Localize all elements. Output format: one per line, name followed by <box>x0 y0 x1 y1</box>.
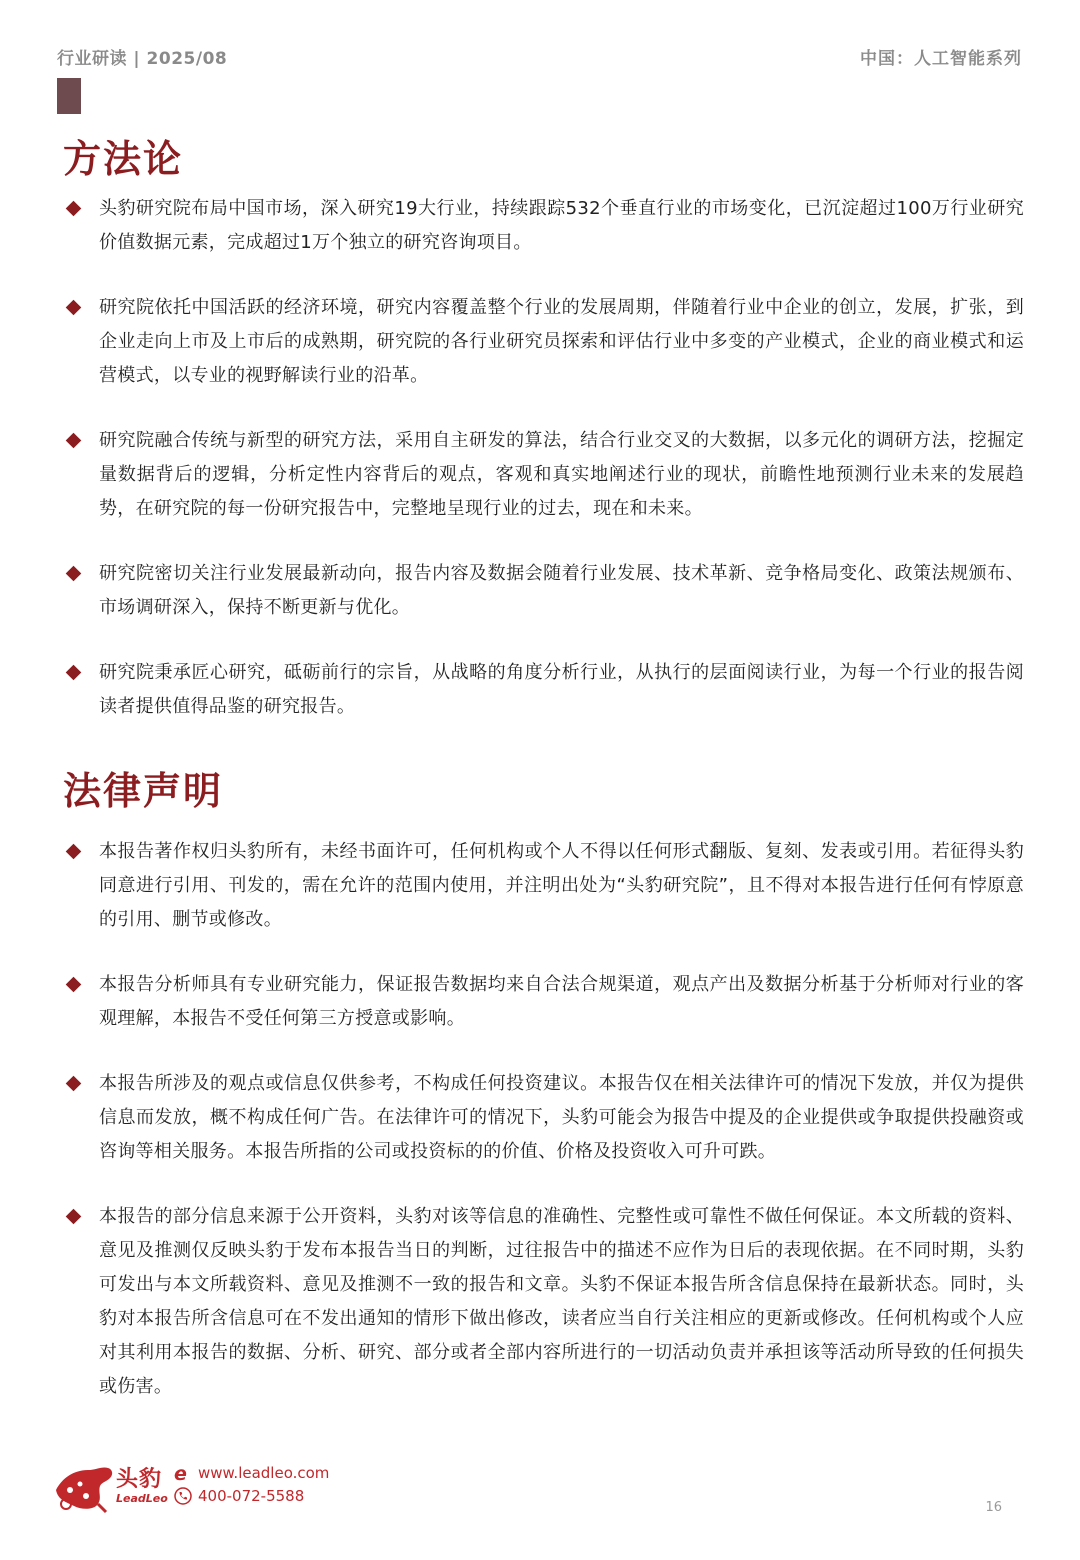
list-item <box>66 1200 1024 1404</box>
legal-title: 法律声明 <box>63 769 224 813</box>
web-icon <box>173 1463 193 1483</box>
diamond-bullet-icon <box>66 433 82 449</box>
methodology-list-5 <box>66 656 1024 724</box>
diamond-bullet-icon <box>66 844 82 860</box>
list-item <box>66 557 1024 625</box>
accent-block <box>57 78 81 114</box>
list-item-text: 本报告分析师具有专业研究能力，保证报告数据均来自合法合规渠道，观点产出及数据分析基于分析师对行业的客观理解，本报告不受任何第三方授意或影响。 <box>99 974 1024 1029</box>
diamond-bullet-icon <box>66 201 82 217</box>
footer-phone-number: 400-072-5588 <box>198 1487 305 1505</box>
logo-english-name: LeadLeo <box>116 1492 168 1505</box>
methodology-title: 方法论 <box>63 137 184 181</box>
list-item-text: 本报告所涉及的观点或信息仅供参考，不构成任何投资建议。本报告仅在相关法律许可的情况下发放，并仅为提供信息而发放，概不构成任何广告。在法律许可的情况下，头豹可能会为报告中提及的企业提供或争取提供投融资或咨询等相关服务。本报告所指的公司或投资标的的价值、价格及投资收入可升可跌。 <box>99 1073 1024 1162</box>
page-number: 16 <box>985 1500 1002 1515</box>
list-item-text: 头豹研究院布局中国市场，深入研究19大行业，持续跟踪532个垂直行业的市场变化，已沉淀超过100万行业研究价值数据元素，完成超过1万个独立的研究咨询项目。 <box>99 198 1024 253</box>
header-series-date: 行业研读 | 2025/08 <box>57 49 228 69</box>
footer-website-link[interactable]: www.leadleo.com <box>198 1464 330 1482</box>
list-item-text: 研究院依托中国活跃的经济环境，研究内容覆盖整个行业的发展周期，伴随着行业中企业的创立，发展，扩张，到企业走向上市及上市后的成熟期，研究院的各行业研究员探索和评估行业中多变的产业模式，企业的商业模式和运营模式，以专业的视野解读行业的沿革。 <box>99 297 1024 386</box>
list-item <box>66 835 1024 937</box>
methodology-list-4 <box>66 557 1024 625</box>
list-item <box>66 291 1024 393</box>
legal-list-3 <box>66 1067 1024 1169</box>
header-report-series: 中国：人工智能系列 <box>860 49 1022 69</box>
methodology-list <box>66 192 1024 260</box>
methodology-list-2 <box>66 291 1024 393</box>
legal-list-1 <box>66 835 1024 937</box>
list-item <box>66 968 1024 1036</box>
list-item-text: 研究院融合传统与新型的研究方法，采用自主研发的算法，结合行业交叉的大数据，以多元化的调研方法，挖掘定量数据背后的逻辑，分析定性内容背后的观点，客观和真实地阐述行业的现状，前瞻性地预测行业未来的发展趋势，在研究院的每一份研究报告中，完整地呈现行业的过去，现在和未来。 <box>99 430 1024 519</box>
list-item-text: 本报告的部分信息来源于公开资料，头豹对该等信息的准确性、完整性或可靠性不做任何保证。本文所载的资料、意见及推测仅反映头豹于发布本报告当日的判断，过往报告中的描述不应作为日后的表现依据。在不同时期，头豹可发出与本文所载资料、意见及推测不一致的报告和文章。头豹不保证本报告所含信息保持在最新状态。同时，头豹对本报告所含信息可在不发出通知的情形下做出修改，读者应当自行关注相应的更新或修改。任何机构或个人应对其利用本报告的数据、分析、研究、部分或者全部内容所进行的一切活动负责并承担该等活动所导致的任何损失或伤害。 <box>99 1206 1024 1397</box>
legal-list-4 <box>66 1200 1024 1404</box>
diamond-bullet-icon <box>66 977 82 993</box>
logo-chinese-name: 头豹 <box>116 1467 163 1492</box>
diamond-bullet-icon <box>66 665 82 681</box>
list-item-text: 本报告著作权归头豹所有，未经书面许可，任何机构或个人不得以任何形式翻版、复刻、发表或引用。若征得头豹同意进行引用、刊发的，需在允许的范围内使用，并注明出处为“头豹研究院”，且不得对本报告进行任何有悖原意的引用、删节或修改。 <box>99 841 1024 930</box>
phone-icon <box>173 1486 193 1506</box>
list-item-text: 研究院密切关注行业发展最新动向，报告内容及数据会随着行业发展、技术革新、竞争格局变化、政策法规颁布、市场调研深入，保持不断更新与优化。 <box>99 563 1024 618</box>
list-item <box>66 424 1024 526</box>
svg-text:e: e <box>174 1463 187 1483</box>
diamond-bullet-icon <box>66 300 82 316</box>
diamond-bullet-icon <box>66 566 82 582</box>
legal-list-2 <box>66 968 1024 1036</box>
list-item-text: 研究院秉承匠心研究，砥砺前行的宗旨，从战略的角度分析行业，从执行的层面阅读行业，为每一个行业的报告阅读者提供值得品鉴的研究报告。 <box>99 662 1024 717</box>
list-item <box>66 1067 1024 1169</box>
list-item <box>66 656 1024 724</box>
list-item <box>66 192 1024 260</box>
methodology-list-3 <box>66 424 1024 526</box>
diamond-bullet-icon <box>66 1076 82 1092</box>
diamond-bullet-icon <box>66 1209 82 1225</box>
